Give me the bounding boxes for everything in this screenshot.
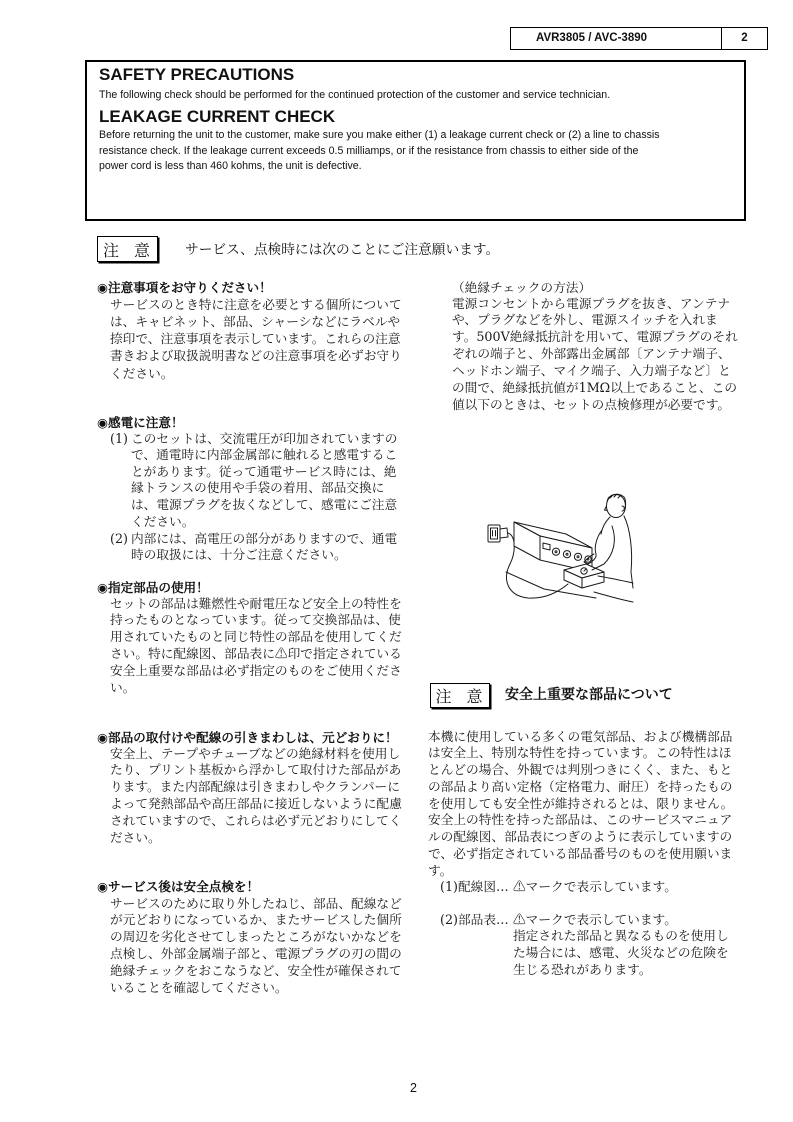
model-number: AVR3805 / AVC-3890: [511, 28, 722, 49]
insulation-check-body: 電源コンセントから電源プラグを抜き、アンテナ や、プラグなどを外し、電源スイッチを入れま す。500V絶縁抵抗計を用いて、電源プラグのそれ ぞれの端子と、外部露出金属部〔アンテナ端子、 ヘッドホン端子、マイク端子、入力端子など〕と の間で、絶縁抵抗値が1MΩ以上であること、この 値以下のときは、セットの点検修理が必要です。: [452, 295, 738, 412]
parts-list-text: ⚠マークで表示しています。: [513, 878, 677, 894]
list-item-number: (1): [110, 430, 128, 446]
section-body-observe-precautions: サービスのとき特に注意を必要とする個所について は、キャビネット、部品、シャーシなどにラベルや 捺印で、注意事項を表示しています。これらの注意 書きおよび取扱説明書などの注意事項を必ずお守り ください。: [110, 296, 402, 381]
amplifier: [514, 522, 592, 572]
power-plug: [500, 528, 508, 538]
leakage-check-text: Before returning the unit to the customer, make sure you make either (1) a leakage current check or (2) a line to chassis resistance check. If the leakage current exceeds 0.5 milliamps, or if the resistance from chassis to either side of the power cord is less than 460 kohms, the unit is defective.: [99, 129, 660, 173]
header-box: [510, 27, 768, 50]
parts-list-label: (1)配線図…: [440, 878, 509, 894]
insulation-check-heading: （絶縁チェックの方法）: [452, 279, 592, 295]
section-body-restore-wiring: 安全上、テープやチューブなどの絶縁材料を使用し たり、プリント基板から浮かして取付けた部品があ ります。また内部配線は引きまわしやクランパーに よって発熱部品や高圧部品に接近しないように配慮 されていますので、これらは必ず元どおりにしてく ださい。: [110, 745, 402, 845]
parts-list-text: ⚠マークで表示しています。 指定された部品と異なるものを使用し た場合には、感電、火災などの危険を 生じる恐れがあります。: [513, 911, 729, 977]
caution-badge: 注 意: [97, 236, 158, 262]
section-body-safety-inspection: サービスのために取り外したねじ、部品、配線など が元どおりになっているか、またサービスした個所 の周辺を劣化させてしまったところがないかなどを 点検し、外部金属端子部と、電源プラグの刃の間の 絶縁チェックをおこなうなど、安全性が確保されて いることを確認してください。: [110, 895, 402, 995]
caution-badge: 注 意: [430, 683, 490, 708]
footer-page-number: 2: [410, 1081, 417, 1095]
section-heading-safety-inspection: ◉サービス後は安全点検を！: [97, 878, 260, 894]
important-parts-title: 安全上重要な部品について: [505, 687, 673, 703]
insulation-test-illustration: [484, 492, 634, 608]
section-heading-electric-shock: ◉感電に注意！: [97, 414, 184, 430]
section-body-designated-parts: セットの部品は難燃性や耐電圧など安全上の特性を 持ったものとなっています。従って交換部品は、使 用されていたものと同じ特性の部品を使用してくだ さい。特に配線図、部品表に⚠印で指定されている 安全上重要な部品は必ず指定のものをご使用くださ い。: [110, 595, 402, 695]
leakage-check-title: LEAKAGE CURRENT CHECK: [99, 107, 336, 126]
header-page-number: 2: [741, 32, 748, 44]
section-heading-observe-precautions: ◉注意事項をお守りください！: [97, 279, 272, 295]
list-item-text: 内部には、高電圧の部分がありますので、通電 時の取扱には、十分ご注意ください。: [131, 530, 398, 563]
important-parts-body: 本機に使用している多くの電気部品、および機構部品 は安全上、特別な特性を持っています。この特性はほ とんどの場合、外観では判別つきにくく、また、もと の部品より高い定格（定格電力、耐圧）を持ったもの を使用しても安全性が維持されるとは、限りません。 安全上の特性を持った部品は、このサービスマニュア ルの配線図、部品表につぎのように表示していますの で、必ず指定されている部品番号のものを使用願いま す。: [428, 728, 734, 878]
safety-precautions-title: SAFETY PRECAUTIONS: [99, 65, 295, 84]
parts-list-label: (2)部品表…: [440, 911, 509, 927]
wall-outlet: [488, 525, 500, 542]
list-item-number: (2): [110, 530, 128, 546]
section-heading-designated-parts: ◉指定部品の使用！: [97, 579, 209, 595]
list-item-text: このセットは、交流電圧が印加されていますの で、通電時に内部金属部に触れると感電するこ とがあります。従って通電サービス時には、絶 縁トランスの使用や手袋の着用、部品交換に は、電源プラグを抜くなどして、感電にご注意 ください。: [131, 430, 398, 529]
caution-lead-text: サービス、点検時には次のことにご注意願います。: [185, 242, 500, 258]
safety-intro-text: The following check should be performed for the continued protection of the customer and service technician.: [99, 89, 611, 101]
section-heading-restore-wiring: ◉部品の取付けや配線の引きまわしは、元どおりに！: [97, 729, 398, 745]
